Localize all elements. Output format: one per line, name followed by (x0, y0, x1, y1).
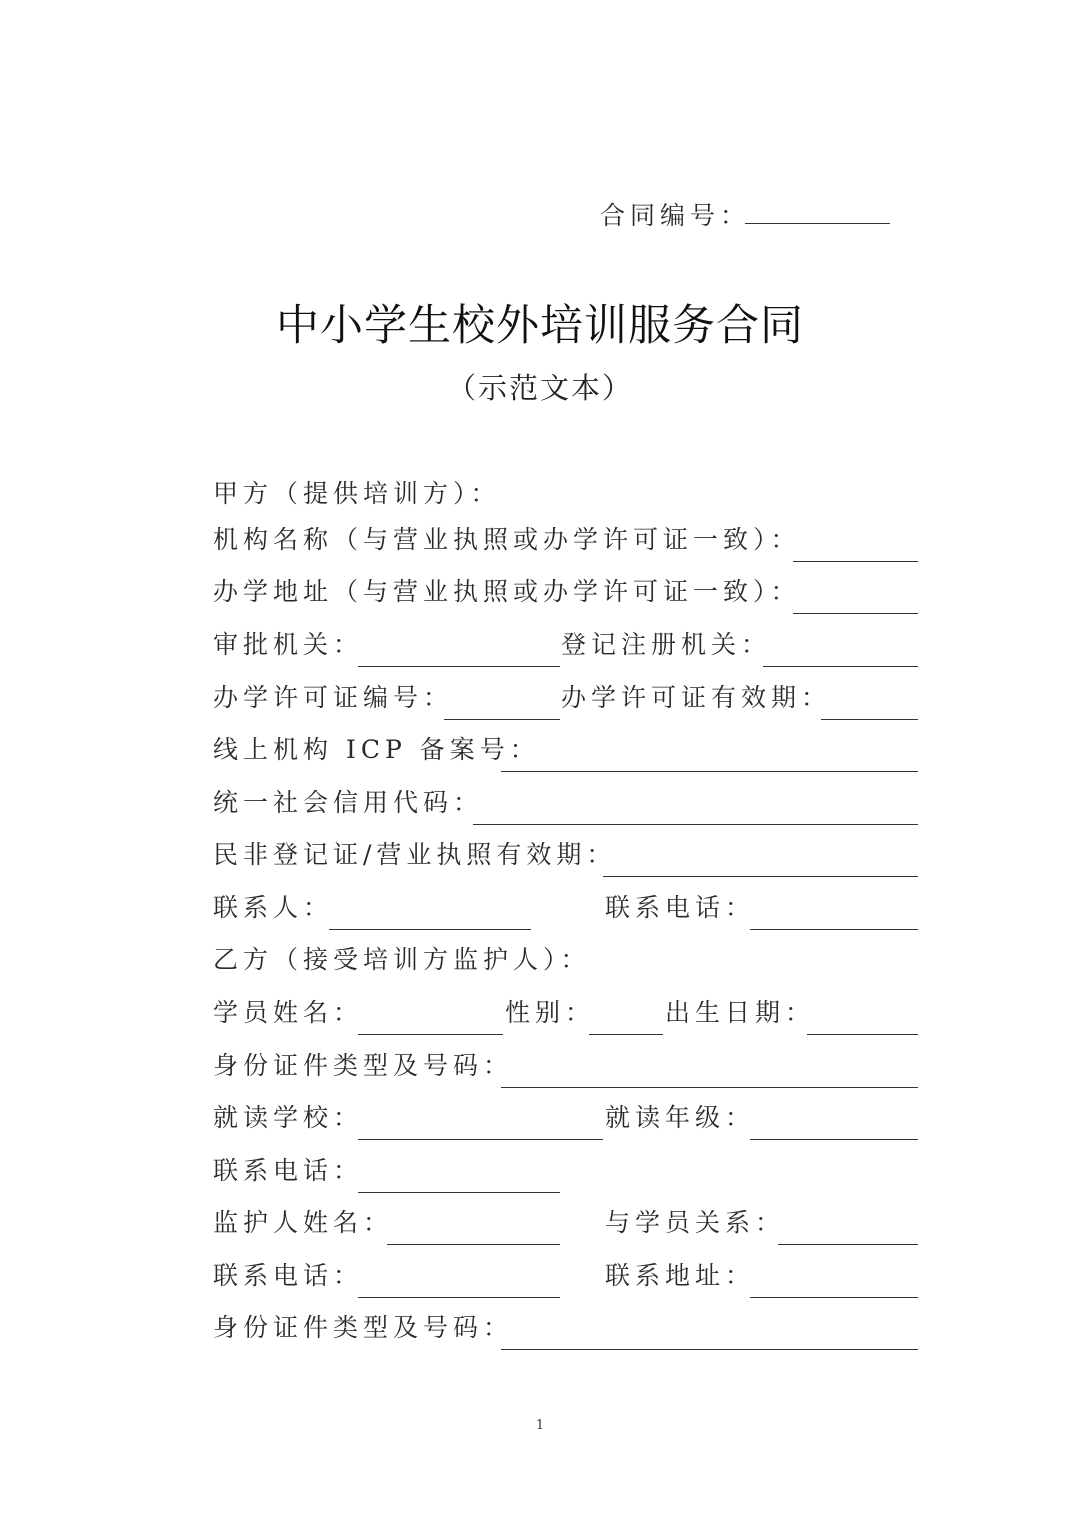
relationship-blank[interactable] (778, 1244, 918, 1245)
school-blank[interactable] (358, 1139, 603, 1140)
document-subtitle: （示范文本） (446, 371, 633, 405)
student-name-blank[interactable] (358, 1034, 503, 1035)
party-a-heading: 甲方（提供培训方）： (213, 479, 501, 508)
student-phone-blank[interactable] (358, 1192, 560, 1193)
page-number: 1 (535, 1418, 545, 1433)
guardian-address-blank[interactable] (750, 1297, 918, 1298)
contact-person-label: 联系人： (213, 893, 334, 922)
credit-code-row (213, 785, 918, 825)
party-a-contact-row (213, 890, 918, 930)
license-row (213, 680, 918, 720)
authority-row (213, 627, 918, 667)
contract-number-blank[interactable] (745, 223, 890, 224)
registration-authority-blank[interactable] (763, 666, 918, 667)
school-address-label: 办学地址（与营业执照或办学许可证一致）： (213, 577, 801, 606)
school-grade-row (213, 1100, 918, 1140)
party-b-heading: 乙方（接受培训方监护人）： (213, 945, 591, 974)
school-address-row (213, 574, 918, 614)
icp-row (213, 732, 918, 772)
party-a-phone-blank[interactable] (750, 929, 918, 930)
student-name-label: 学员姓名： (213, 998, 364, 1027)
document-title: 中小学生校外培训服务合同 (276, 301, 804, 351)
contract-number-label: 合同编号： (600, 201, 751, 230)
party-a-heading-row (213, 476, 918, 516)
icp-blank[interactable] (501, 771, 918, 772)
guardian-id-blank[interactable] (501, 1349, 918, 1350)
student-info-row (213, 995, 918, 1035)
org-name-row (213, 522, 918, 562)
student-id-row (213, 1048, 918, 1088)
registration-authority-label: 登记注册机关： (561, 630, 772, 659)
birth-date-blank[interactable] (807, 1034, 918, 1035)
guardian-name-blank[interactable] (387, 1244, 560, 1245)
birth-date-label: 出生日期： (665, 998, 816, 1027)
party-a-phone-label: 联系电话： (605, 893, 756, 922)
grade-blank[interactable] (750, 1139, 918, 1140)
guardian-id-row (213, 1310, 918, 1350)
approval-authority-blank[interactable] (358, 666, 560, 667)
guardian-name-label: 监护人姓名： (213, 1208, 394, 1237)
credit-code-blank[interactable] (473, 824, 918, 825)
license-number-label: 办学许可证编号： (213, 683, 454, 712)
contact-person-blank[interactable] (329, 929, 531, 930)
org-name-blank[interactable] (793, 561, 918, 562)
student-phone-label: 联系电话： (213, 1156, 364, 1185)
approval-authority-label: 审批机关： (213, 630, 364, 659)
school-label: 就读学校： (213, 1103, 364, 1132)
registration-validity-label: 民非登记证/营业执照有效期： (213, 840, 617, 869)
org-name-label: 机构名称（与营业执照或办学许可证一致）： (213, 525, 801, 554)
guardian-address-label: 联系地址： (605, 1261, 756, 1290)
grade-label: 就读年级： (605, 1103, 756, 1132)
guardian-phone-label: 联系电话： (213, 1261, 364, 1290)
registration-validity-blank[interactable] (603, 876, 918, 877)
license-validity-blank[interactable] (821, 719, 918, 720)
student-id-blank[interactable] (501, 1087, 918, 1088)
school-address-blank[interactable] (793, 613, 918, 614)
party-b-heading-row (213, 942, 918, 982)
student-id-label: 身份证件类型及号码： (213, 1051, 514, 1080)
icp-label: 线上机构 ICP 备案号： (213, 735, 540, 764)
guardian-phone-blank[interactable] (358, 1297, 560, 1298)
relationship-label: 与学员关系： (605, 1208, 786, 1237)
contract-number-field (600, 196, 750, 232)
registration-validity-row (213, 837, 918, 877)
license-number-blank[interactable] (444, 719, 560, 720)
gender-blank[interactable] (589, 1034, 663, 1035)
credit-code-label: 统一社会信用代码： (213, 788, 484, 817)
license-validity-label: 办学许可证有效期： (561, 683, 832, 712)
student-phone-row (213, 1153, 918, 1193)
guardian-id-label: 身份证件类型及号码： (213, 1313, 514, 1342)
gender-label: 性别： (505, 998, 596, 1027)
guardian-contact-row (213, 1258, 918, 1298)
guardian-row (213, 1205, 918, 1245)
